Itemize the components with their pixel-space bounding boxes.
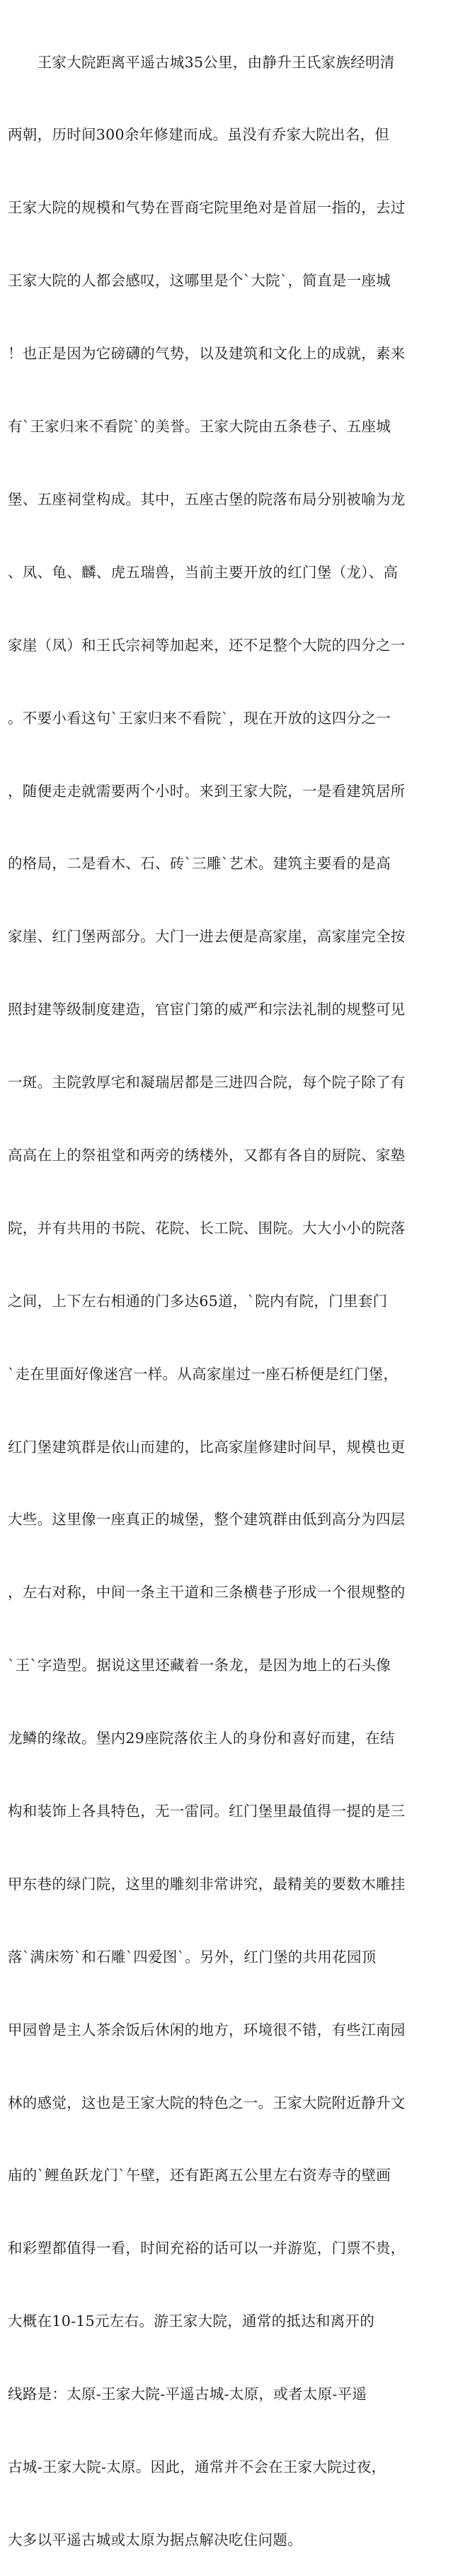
paragraph-line-12: 的格局，二是看木、石、砖`三雕`艺术。建筑主要看的是高	[8, 855, 391, 873]
paragraph-line-35: 大多以平遥古城或太原为据点解决吃住问题。	[8, 2531, 302, 2548]
paragraph-line-16: 高高在上的祭祖堂和两旁的绣楼外，又都有各自的厨院、家塾	[8, 1146, 406, 1164]
paragraph-line-30: 庙的`鲤鱼跃龙门`午壁，还有距离五公里左右资寿寺的壁画	[8, 2167, 391, 2184]
paragraph-line-10: 。不要小看这句`王家归来不看院`，现在开放的这四分之一	[8, 709, 391, 727]
paragraph-line-25: 构和装饰上各具特色，无一雷同。红门堡里最值得一提的是三	[8, 1802, 406, 1820]
paragraph-line-15: 一斑。主院敦厚宅和凝瑞居都是三进四合院，每个院子除了有	[8, 1074, 406, 1091]
paragraph-line-13: 家崖、红门堡两部分。大门一进去便是高家崖，高家崖完全按	[8, 928, 406, 946]
paragraph-line-11: ，随便走走就需要两个小时。来到王家大院，一是看建筑居所	[8, 782, 406, 800]
paragraph-line-5: ！也正是因为它磅礴的气势，以及建筑和文化上的成就，素来	[8, 345, 406, 363]
paragraph-line-20: 红门堡建筑群是依山而建的，比高家崖修建时间早，规模也更	[8, 1438, 406, 1456]
paragraph-line-8: 、凤、龟、麟、虎五瑞兽，当前主要开放的红门堡（龙）、高	[8, 563, 398, 581]
paragraph-line-14: 照封建等级制度建造，官宦门第的威严和宗法礼制的规整可见	[8, 1001, 406, 1019]
paragraph-line-17: 院，并有共用的书院、花院、长工院、围院。大大小小的院落	[8, 1219, 406, 1237]
paragraph-line-31: 和彩塑都值得一看，时间充裕的话可以一并游览，门票不贵，	[8, 2240, 406, 2257]
paragraph-line-22: ，左右对称，中间一条主干道和三条横巷子形成一个很规整的	[8, 1584, 406, 1601]
paragraph-line-32: 大概在10-15元左右。游王家大院，通常的抵达和离开的	[8, 2313, 375, 2330]
paragraph-line-33: 线路是：太原-王家大院-平遥古城-太原，或者太原-平遥	[8, 2385, 367, 2403]
paragraph-line-29: 林的感觉，这也是王家大院的特色之一。王家大院附近静升文	[8, 2094, 406, 2111]
paragraph-line-1: 王家大院距离平遥古城35公里，由静升王氏家族经明清	[8, 53, 395, 71]
paragraph-line-7: 堡、五座祠堂构成。其中，五座古堡的院落布局分别被喻为龙	[8, 490, 406, 508]
paragraph-line-24: 龙鳞的缘故。堡内29座院落依主人的身份和喜好而建，在结	[8, 1730, 395, 1747]
paragraph-line-19: `走在里面好像迷宫一样。从高家崖过一座石桥便是红门堡，	[8, 1365, 398, 1383]
paragraph-line-6: 有`王家归来不看院`的美誉。王家大院由五条巷子、五座城	[8, 418, 391, 436]
paragraph-line-27: 落`满床笏`和石雕`四爱图`。另外，红门堡的共用花园顶	[8, 1948, 377, 1965]
paragraph-line-18: 之间，上下左右相通的门多达65道，`院内有院，门里套门	[8, 1292, 388, 1310]
paragraph-line-34: 古城-王家大院-太原。因此，通常并不会在王家大院过夜，	[8, 2458, 386, 2475]
paragraph-line-23: `王`字造型。据说这里还藏着一条龙，是因为地上的石头像	[8, 1657, 391, 1674]
paragraph-line-21: 大些。这里像一座真正的城堡，整个建筑群由低到高分为四层	[8, 1511, 406, 1528]
paragraph-line-4: 王家大院的人都会感叹，这哪里是个`大院`，简直是一座城	[8, 272, 391, 290]
paragraph-line-28: 甲园曾是主人茶余饭后休闲的地方，环境很不错，有些江南园	[8, 2021, 406, 2038]
paragraph-line-9: 家崖（凤）和王氏宗祠等加起来，还不足整个大院的四分之一	[8, 636, 406, 654]
paragraph-line-26: 甲东巷的绿门院，这里的雕刻非常讲究，最精美的要数木雕挂	[8, 1875, 406, 1893]
paragraph-line-3: 王家大院的规模和气势在晋商宅院里绝对是首屈一指的，去过	[8, 199, 406, 217]
paragraph-line-2: 两朝，历时间300余年修建而成。虽没有乔家大院出名，但	[8, 126, 390, 144]
